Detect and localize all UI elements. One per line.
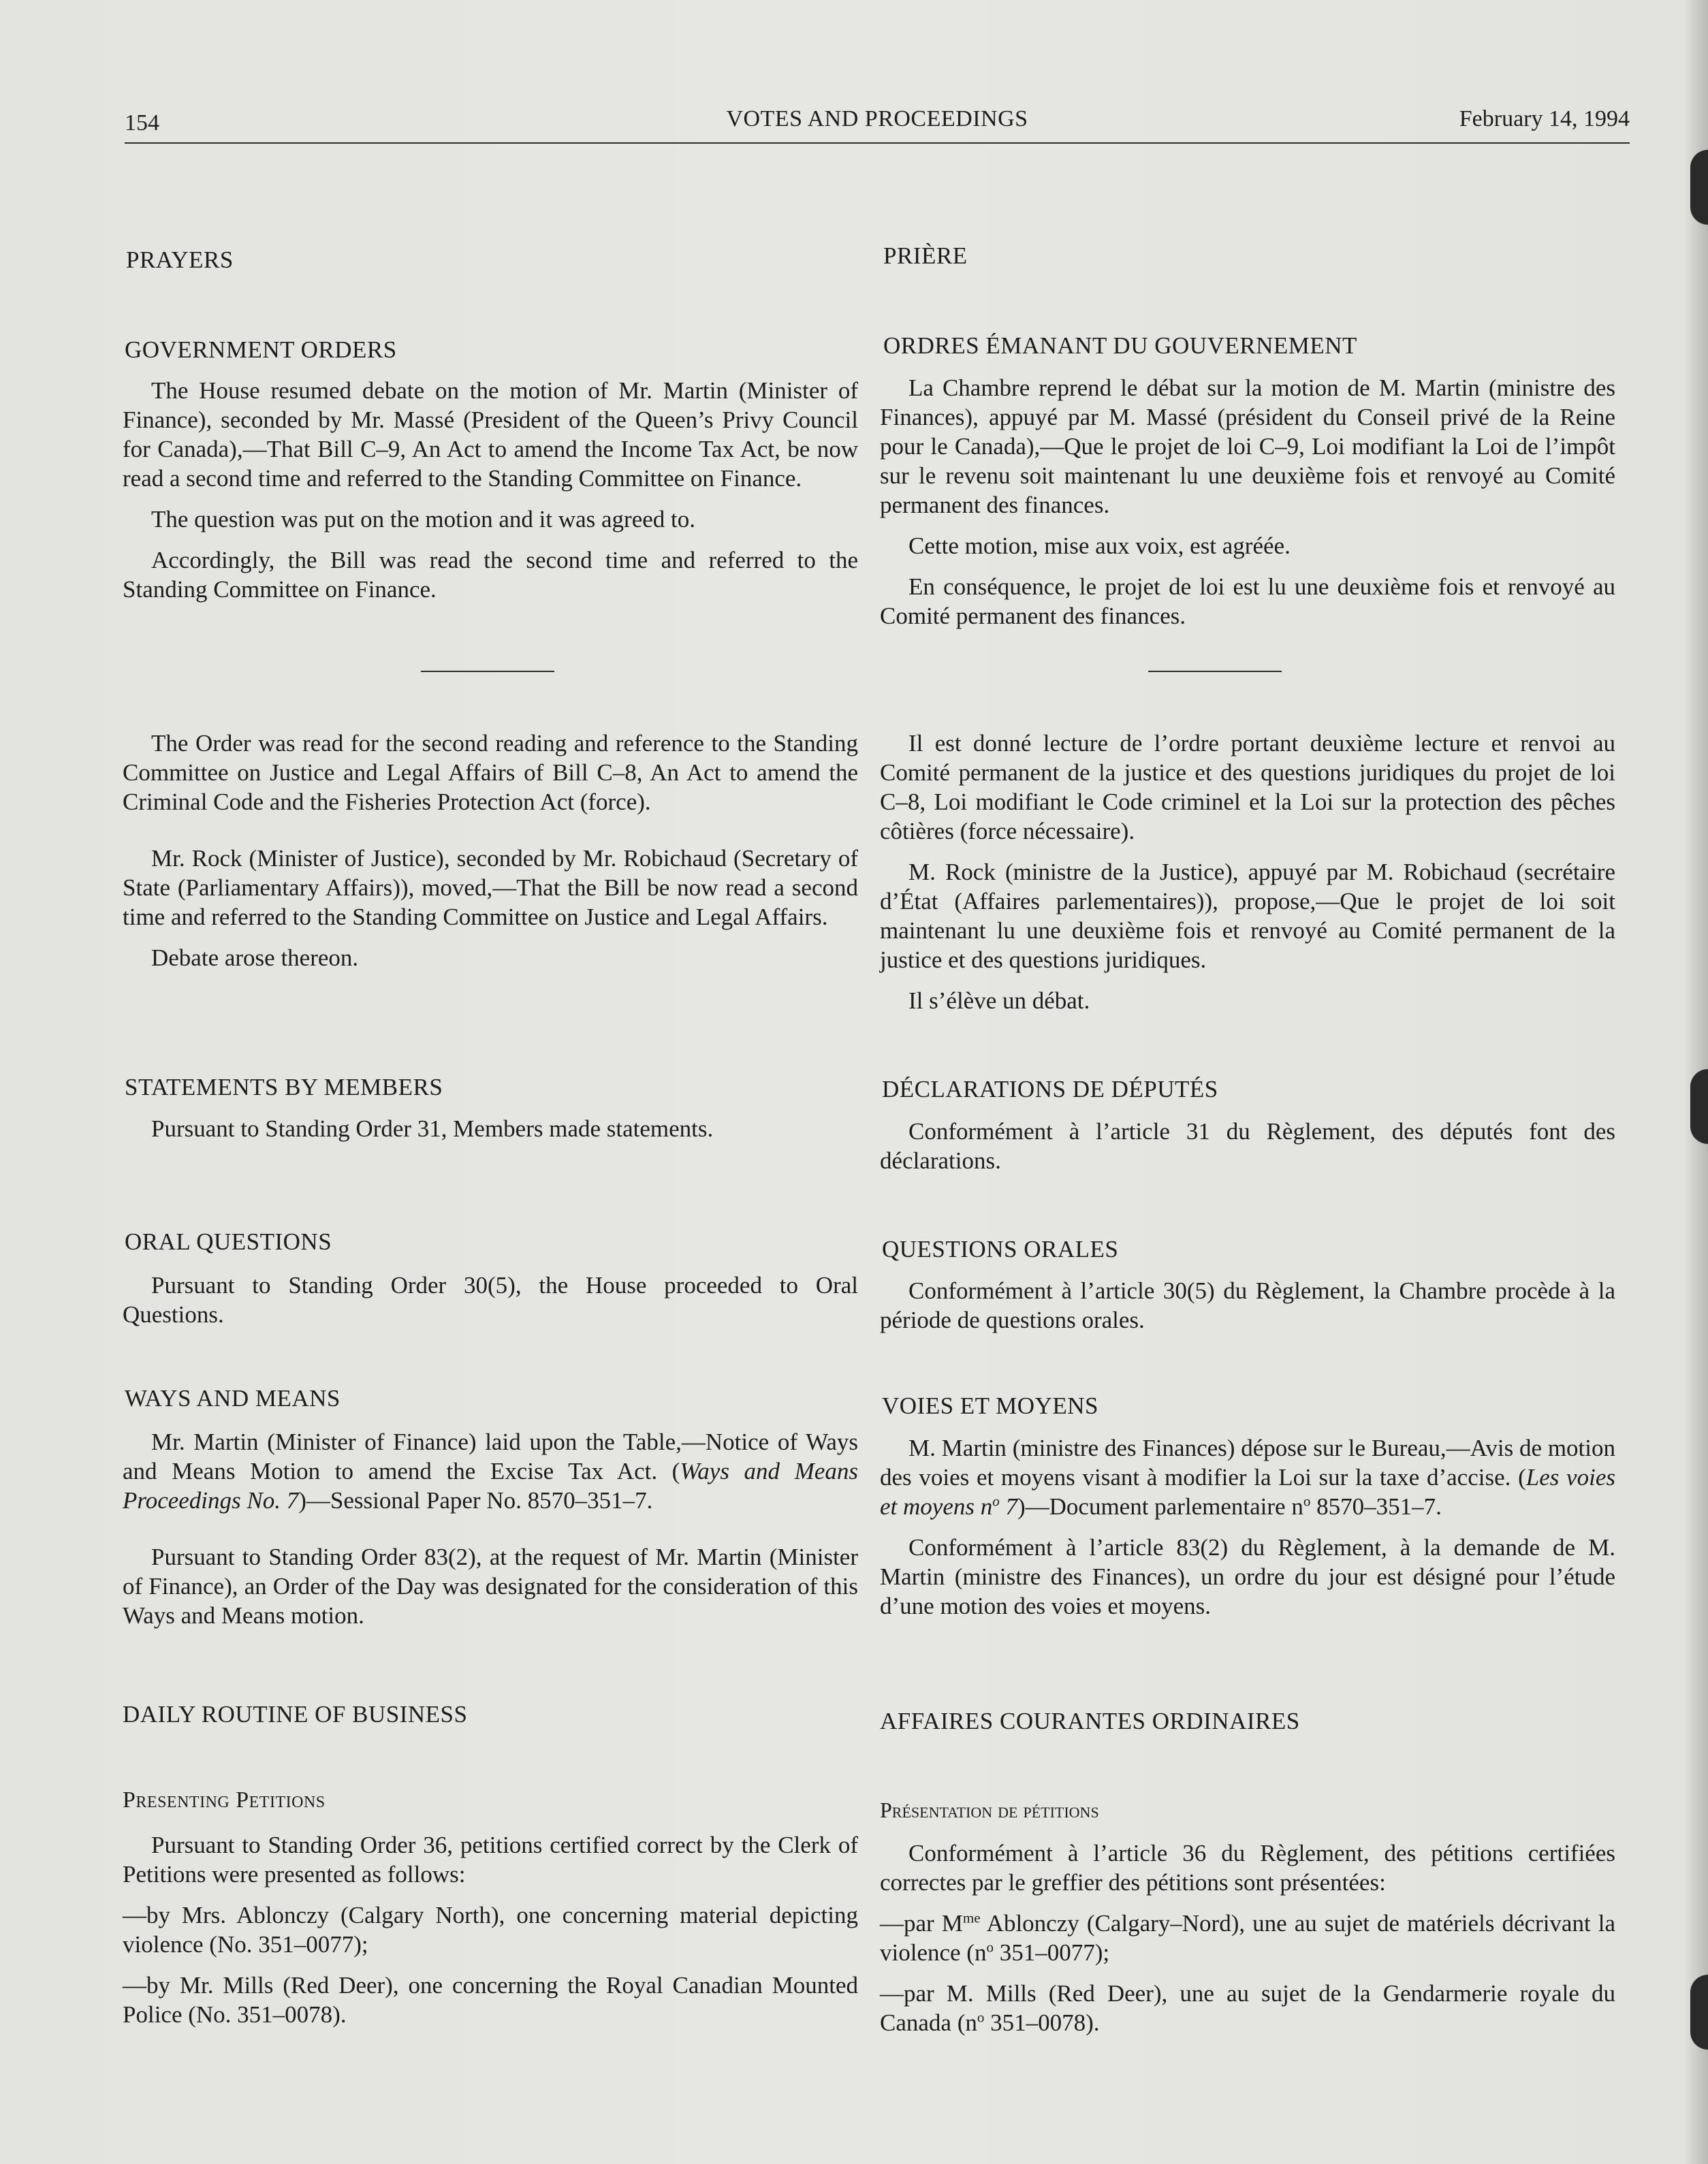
binder-hole <box>1690 1069 1708 1144</box>
heading-ordres-gouvernement: ORDRES ÉMANANT DU GOUVERNEMENT <box>883 332 1357 359</box>
text-run: )—Sessional Paper No. 8570–351–7. <box>298 1487 653 1514</box>
superscript: o <box>977 2009 985 2026</box>
section-ordres-gouvernement <box>880 373 1615 631</box>
section-petitions <box>123 1830 858 2029</box>
section-voies-et-moyens <box>880 1433 1615 1621</box>
paragraph: The question was put on the motion and it was agreed to. <box>151 506 696 532</box>
heading-daily-routine: DAILY ROUTINE OF BUSINESS <box>123 1701 468 1728</box>
section-petitions <box>880 1839 1615 2037</box>
heading-questions-orales: QUESTIONS ORALES <box>882 1236 1119 1262</box>
heading-priere: PRIÈRE <box>883 242 968 269</box>
paragraph: Accordingly, the Bill was read the second time and referred to the Standing Committee on Finance. <box>123 547 858 603</box>
superscript: o <box>1303 1493 1311 1510</box>
superscript: o <box>986 1939 994 1956</box>
text-run: Ablonczy (Calgary–Nord), une au sujet de matériels décrivant la violence (n <box>880 1910 1616 1966</box>
superscript: me <box>962 1909 981 1926</box>
text-run: 8570–351–7. <box>1310 1493 1442 1520</box>
binder-hole <box>1690 150 1708 225</box>
superscript: o <box>992 1493 1000 1510</box>
paragraph: Conformément à l’article 83(2) du Règlement, à la demande de M. Martin (ministre des Finances), un ordre du jour est désigné pour l’étude d’une motion des voies et moyens. <box>880 1534 1615 1619</box>
section-declarations <box>880 1117 1615 1175</box>
section-ordre-projet-c8 <box>880 729 1615 1015</box>
paragraph: —by Mr. Mills (Red Deer), one concerning the Royal Canadian Mounted Police (No. 351–0078). <box>123 1972 858 2028</box>
paragraph <box>123 1427 858 1515</box>
heading-oral-questions: ORAL QUESTIONS <box>125 1228 332 1255</box>
text-run: 7 <box>999 1493 1017 1520</box>
heading-ways-and-means: WAYS AND MEANS <box>125 1385 341 1412</box>
running-date: February 14, 1994 <box>1459 106 1630 131</box>
text-run: Les voies et moyens n <box>880 1464 1615 1520</box>
text-run: Mr. Martin (Minister of Finance) laid upon the Table,—Notice of Ways and Means Motion to amend the Excise Tax Act. ( <box>123 1429 858 1484</box>
binder-hole <box>1690 1975 1708 2050</box>
text-run: 351–0077); <box>993 1939 1110 1966</box>
section-statements <box>123 1114 858 1143</box>
header-rule <box>125 142 1630 144</box>
paragraph: The Order was read for the second reading and reference to the Standing Committee on Justice and Legal Affairs of Bill C–8, An Act to amend the Criminal Code and the Fisheries Protection Act (force). <box>123 730 858 815</box>
heading-voies-et-moyens: VOIES ET MOYENS <box>882 1393 1098 1419</box>
italic-citation: Ways and Means Proceedings No. 7 <box>123 1458 858 1514</box>
paragraph: The House resumed debate on the motion of Mr. Martin (Minister of Finance), seconded by Mr. Massé (President of the Queen’s Privy Council for Canada),—That Bill C–9, An Act to amend the Income Tax Act, be now read a second time and referred to the Standing Committee on Finance. <box>123 377 858 492</box>
text-run: M. Martin (ministre des Finances) dépose sur le Bureau,—Avis de motion des voies et moyens visant à modifier la Loi sur la taxe d’accise. ( <box>880 1435 1615 1491</box>
paragraph: Mr. Rock (Minister of Justice), seconded by Mr. Robichaud (Secretary of State (Parliamentary Affairs)), moved,—That the Bill be now read a second time and referred to the Standing Committee on Justice and Legal Affairs. <box>123 845 858 930</box>
paragraph: Pursuant to Standing Order 36, petitions certified correct by the Clerk of Petitions were presented as follows: <box>123 1832 858 1888</box>
running-head <box>125 104 1630 144</box>
heading-affaires-courantes: AFFAIRES COURANTES ORDINAIRES <box>880 1708 1300 1734</box>
paragraph: Il s’élève un débat. <box>908 987 1090 1014</box>
heading-government-orders: GOVERNMENT ORDERS <box>125 336 397 363</box>
text-run: —par M <box>880 1910 963 1937</box>
heading-statements-by-members: STATEMENTS BY MEMBERS <box>125 1074 443 1100</box>
section-oral-questions <box>123 1271 858 1329</box>
heading-prayers: PRAYERS <box>126 246 234 273</box>
section-government-orders <box>123 376 858 604</box>
section-ways-and-means <box>123 1427 858 1630</box>
paragraph: Conformément à l’article 36 du Règlement, des pétitions certifiées correctes par le greffier des pétitions sont présentées: <box>880 1840 1615 1896</box>
subheading-presenting-petitions: Presenting Petitions <box>123 1787 326 1813</box>
paragraph <box>880 1979 1615 2037</box>
paragraph: Conformément à l’article 31 du Règlement, des députés font des déclarations. <box>880 1118 1615 1174</box>
paragraph: Cette motion, mise aux voix, est agréée. <box>908 532 1291 559</box>
text-run: 351–0078). <box>984 2009 1100 2036</box>
paragraph: La Chambre reprend le débat sur la motion de M. Martin (ministre des Finances), appuyé par M. Massé (président du Conseil privé de la Reine pour le Canada),—Que le projet de loi C–9, Loi modifiant la Loi de l’impôt sur le revenu soit maintenant lu une deuxième fois et renvoyé au Comité permanent des finances. <box>880 375 1615 518</box>
paragraph: En conséquence, le projet de loi est lu une deuxième fois et renvoyé au Comité permanent des finances. <box>880 573 1615 629</box>
text-run: —par M. Mills (Red Deer), une au sujet de la Gendarmerie royale du Canada (n <box>880 1980 1615 2036</box>
paragraph: M. Rock (ministre de la Justice), appuyé par M. Robichaud (secrétaire d’État (Affaires parlementaires)), propose,—Que le projet de loi soit maintenant lu une deuxième fois et renvoyé au Comité permanent de la justice et des questions juridiques. <box>880 859 1615 973</box>
paragraph: Conformément à l’article 30(5) du Règlement, la Chambre procède à la période de questions orales. <box>880 1277 1615 1333</box>
text-run: )—Document parlementaire n <box>1017 1493 1303 1520</box>
paragraph: Debate arose thereon. <box>151 944 359 971</box>
running-title: VOTES AND PROCEEDINGS <box>726 106 1028 131</box>
paragraph: Il est donné lecture de l’ordre portant deuxième lecture et renvoi au Comité permanent de la justice et des questions juridiques du projet de loi C–8, Loi modifiant le Code criminel et la Loi sur la protection des pêches côtières (force nécessaire). <box>880 730 1615 844</box>
paragraph: Pursuant to Standing Order 83(2), at the request of Mr. Martin (Minister of Finance), an Order of the Day was designated for the consideration of this Ways and Means motion. <box>123 1544 858 1629</box>
section-order-bill-c8 <box>123 729 858 972</box>
section-rule <box>421 671 554 672</box>
paragraph: Pursuant to Standing Order 31, Members made statements. <box>151 1115 714 1142</box>
page-number: 154 <box>125 110 159 136</box>
heading-declarations: DÉCLARATIONS DE DÉPUTÉS <box>882 1076 1218 1102</box>
paragraph <box>880 1909 1615 1967</box>
paragraph: Pursuant to Standing Order 30(5), the House proceeded to Oral Questions. <box>123 1272 858 1328</box>
subheading-presentation-petitions: Présentation de pétitions <box>880 1798 1099 1822</box>
paragraph <box>880 1433 1615 1521</box>
paragraph: —by Mrs. Ablonczy (Calgary North), one concerning material depicting violence (No. 351–0077); <box>123 1902 858 1958</box>
section-rule <box>1148 671 1282 672</box>
section-questions-orales <box>880 1276 1615 1335</box>
